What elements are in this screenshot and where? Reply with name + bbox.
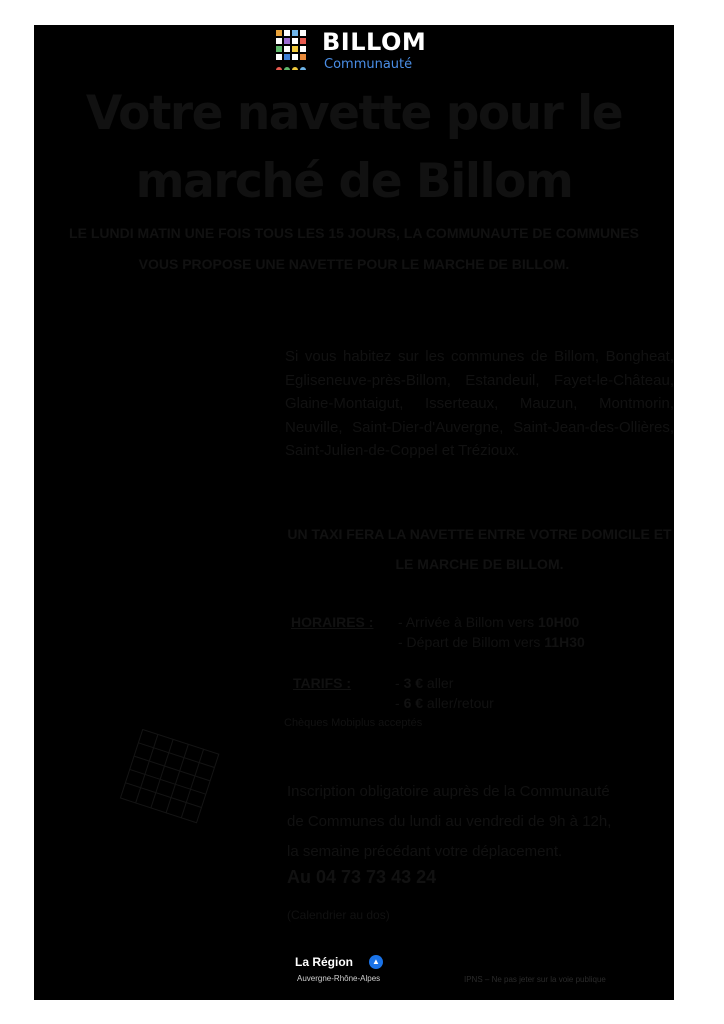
region-name: La Région <box>295 955 354 969</box>
billom-communaute-logo <box>274 28 454 76</box>
tarif-aller: - 3 € aller <box>395 675 454 691</box>
tarifs-label: TARIFS : <box>293 675 352 691</box>
logo-subtitle: Communauté <box>324 57 413 72</box>
contact-line-2: de Communes du lundi au vendredi de 9h à 12h, <box>287 813 612 830</box>
departure-text: - Départ de Billom vers <box>398 634 545 650</box>
taxi-notice: UN TAXI FERA LA NAVETTE ENTRE VOTRE DOMICILE ET LE MARCHE DE BILLOM. <box>287 526 672 572</box>
region-subtitle: Auvergne-Rhône-Alpes <box>297 974 381 983</box>
retour-text: aller/retour <box>423 695 494 711</box>
aller-price: 3 € <box>403 675 424 691</box>
title-line-1: Votre navette pour le <box>85 86 623 141</box>
phone-number: Au 04 73 73 43 24 <box>287 867 437 887</box>
contact-line-1: Inscription obligatoire auprès de la Communauté <box>287 783 610 800</box>
horaires-row-1 <box>291 612 373 632</box>
region-logo <box>292 955 392 987</box>
tarif-retour: - 6 € aller/retour <box>395 695 494 711</box>
aller-text: aller <box>423 675 454 691</box>
region-emblem-icon: ▲ <box>369 955 383 969</box>
calendar-note: (Calendrier au dos) <box>287 908 390 922</box>
tarifs-row <box>293 673 351 693</box>
intro-text: LE LUNDI MATIN UNE FOIS TOUS LES 15 JOURS, LA COMMUNAUTE DE COMMUNES VOUS PROPOSE UNE NAVETTE POUR LE MARCHE DE BILLOM. <box>69 225 639 272</box>
logo-mosaic-icon <box>274 28 314 74</box>
departure-time: 11H30 <box>544 634 585 650</box>
arrival-text: - Arrivée à Billom vers <box>398 614 539 630</box>
cheques-note: Chèques Mobiplus acceptés <box>284 717 423 729</box>
logo-name: BILLOM <box>322 28 427 56</box>
arrival-time: 10H00 <box>538 614 580 630</box>
ipns-footer: IPNS – Ne pas jeter sur la voie publique <box>464 975 606 984</box>
retour-price: 6 € <box>403 695 424 711</box>
communes-paragraph: Si vous habitez sur les communes de Billom, Bongheat, Egliseneuve-près-Billom, Estandeuil, Fayet-le-Château, Glaine-Montaigut, Isserteaux, Mauzun, Montmorin, Neuville, Saint-Dier-d'Auvergne, Saint-Jean-des-Ollières, Saint-Julien-de-Coppel et Trézioux. <box>285 348 674 459</box>
flyer-page <box>34 25 674 1000</box>
horaires-arrival <box>398 612 579 632</box>
page-title <box>34 80 674 216</box>
contact-block <box>287 777 674 867</box>
horaires-departure <box>398 632 585 652</box>
title-line-2: marché de Billom <box>135 154 573 209</box>
contact-line-3: la semaine précédant votre déplacement. <box>287 843 563 860</box>
horaires-label: HORAIRES : <box>291 614 374 630</box>
calendar-decoration-icon <box>114 728 224 828</box>
